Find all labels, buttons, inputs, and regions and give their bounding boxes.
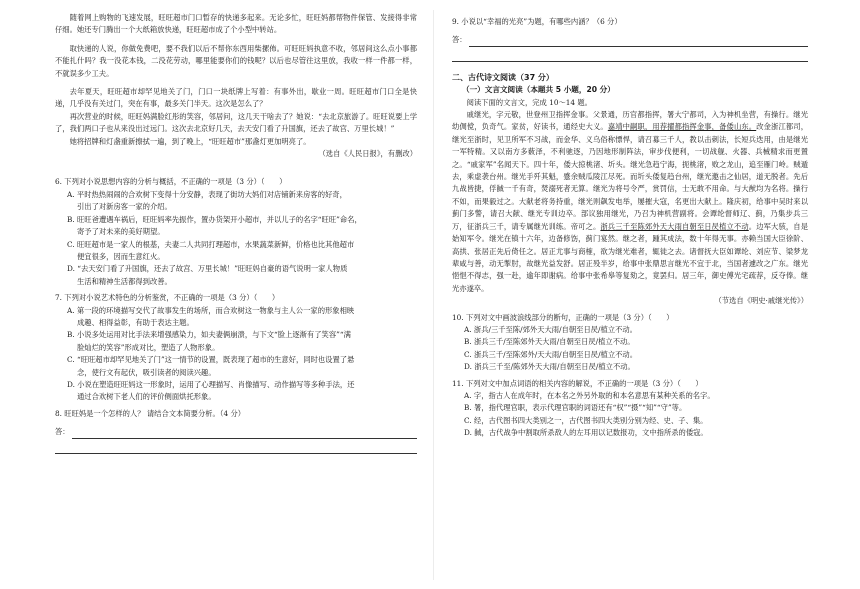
question-9	[452, 16, 808, 62]
question-7	[55, 292, 417, 404]
right-column	[452, 12, 808, 440]
question-6-stem: 6. 下列对小说思想内容的分析与概括，不正确的一项是（3 分）（ ）	[55, 177, 287, 187]
question-7-option-a[interactable]: A. 第一段的环境描写交代了故事发生的场所，而合欢树这一物象与主人公一家的形象相映 成趣、相得益彰，有助于表达主题。	[67, 305, 355, 327]
question-9-answer-line[interactable]	[452, 34, 808, 46]
story-paragraph-2: 取快递的人说，你做免费吧，要不我们以后不帮你东西用柴摞佈。可旺旺妈执意不收，邻居间这么点小事都不能扎什吗？我一没花本钱，二没花劳动，哪里能要你们的钱呢？以后也尽管往这里放，我收一样一件都一样，不就误多少工夫。	[55, 43, 417, 78]
classical-text: 戚继光，字元敬，世登州卫指挥金事。父景通，历官都指挥，署大宁都司，入为神机坐营，有操行。继光幼倜傥，负奇气。家贫，好读书，通经史大义。嘉靖中嗣职，用荐擢都指挥金事，备倭山东。改金浙江都司，继光至浙时，见卫所军不习战，而金华、义乌俗称慓悍，请召募三千人，教以击刺法，长短兵迭用，由是继光一军特精。又以南方多薮泽，不利驰逐，乃因地形制阵法，审步伐便利，一切战舰、火器、兵械精求而更置之。“戚家军”名闻天下。四十年，倭大掠桃渚、圻头。继光急趋宁海，扼桃渚，败之龙山，追至雁门岭。贼遁去，乘虚袭台州。继光手歼其魁，蹙余贼瓜陵江尽死。而圻头倭复趋台州，继光邀击之仙居，道无脱者。先后九战皆捷，俘馘一千有奇，焚溺死者无算。继光为将号令严，赏罚信，士无敢不用命。与大猷均为名将。操行不如，而果毅过之。大献老将务持重，继光则飙发电举，屡摧大寇，名更出大献上。隆庆初，给事中吴时来以蓟门多警，请召大献、继光专训边卒。部议独用继光，乃召为神机营副将。会谭纶督师辽、蓟，乃集步兵三万，征浙兵三千，请专属继光训练。帝可之。浙兵三千至陈郊外天大雨自朝至日昃植立不动。边军大骇，自是始知军令。继光在镇十六年，边备修饬，蓟门宴然。继之者，踵其成法，数十年得无事。亦赖当国大臣徐阶、高拱、张居正先后倚任之。居正尤事与商榷，欲为继光难者，辄徙之去。诸督抚大臣如谭纶、刘应节、梁梦龙辈咸与善，动无掣肘，故继光益发舒。居正殁半岁，给事中张鼎思言继光不宜于北，当国者遽改之广东。继光悒悒不得志，强一赴，逾年即谢病。给事中张希皋等复劾之，竟罢归。居三年，御史傅光宅疏荐，反夺俸。继光亦遂卒。	[452, 110, 809, 293]
text-source: （节选自《明史·戚继光传》）	[714, 296, 808, 306]
story-paragraph-4: 再次营业的时候，旺旺妈满脸红彤的笑容，邻居问，这几天干啥去了？她说：“去北京旅游了。旺旺说要上学了，我们两口子也从来没出过远门。这次去北京好几天，去天安门看了升国旗，还去了故宫、万里长城！”	[55, 111, 417, 134]
question-6-option-a[interactable]: A. 平时热热闹闹的合欢树下变得十分安静，表现了街坊大妈们对店铺新来房客的好奇， 引出了对新房客一家的介绍。	[67, 189, 347, 212]
column-divider	[433, 10, 434, 580]
question-6-option-c[interactable]: C. 旺旺超市是一家人的根基，夫妻二人共同打理超市，水果蔬菜新鲜，价格也比其他超市 便宜很多，因而生意红火。	[67, 239, 355, 261]
answer-label: 答：	[452, 35, 467, 45]
question-10-stem: 10. 下列对文中画波浪线部分的断句，正确的一项是（3 分）（ ）	[452, 312, 674, 322]
question-6	[55, 176, 417, 288]
reading-instruction: 阅读下面的文言文，完成 10～14 题。	[466, 97, 592, 107]
answer-underline[interactable]	[469, 36, 808, 47]
question-10	[452, 312, 808, 374]
story-source: （选自《人民日报》，有删改）	[318, 149, 417, 159]
question-6-option-b[interactable]: B. 旺旺爸遭遇车祸后，旺旺妈率先振作，置办货架开小超市，并以儿子的名字“旺旺”命名， 寄予了对未来的美好期望。	[67, 214, 362, 237]
wavy-line-sentence: 浙兵三千至陈郊外天大雨自朝至日昃植立不动	[600, 221, 749, 231]
question-11-stem: 11. 下列对文中加点词语的相关内容的解说，不正确的一项是（3 分）（ ）	[452, 378, 703, 388]
question-8-answer-line[interactable]	[55, 426, 417, 438]
story-paragraph-5: 她将招牌和灯盏重新擦拭一遍，到了晚上，“旺旺超市”那盏灯更加明亮了。	[69, 136, 311, 146]
question-10-option-b[interactable]: B. 浙兵三千/至陈郊外天大雨/自朝至日昃/植立不动。	[464, 337, 635, 347]
question-7-stem: 7. 下列对小说艺术特色的分析鉴赏，不正确的一项是（3 分）（ ）	[55, 293, 280, 303]
question-10-option-a[interactable]: A. 浙兵/三千至陈/郊外天大雨/自朝至日昃/植立不动。	[464, 324, 637, 334]
question-11-option-a[interactable]: A. 字，指古人在成年时，在本名之外另外取的和本名意思有某种关系的名字。	[464, 390, 715, 400]
question-11-option-d[interactable]: D. 馘，古代战争中割取所杀敌人的左耳用以记数报功，文中指所杀的倭寇。	[464, 428, 708, 438]
question-11-option-c[interactable]: C. 经，古代图书四大类别之一，古代图书四大类别分别为经、史、子、集。	[464, 415, 708, 425]
section-title: 二、古代诗文阅读（37 分）	[452, 72, 554, 82]
underlined-sentence-1: 嘉靖中嗣职，用荐擢都指挥金事，备倭山东。	[607, 122, 757, 132]
question-7-option-d[interactable]: D. 小说在塑造旺旺妈这一形象时，运用了心理描写、肖像描写、动作描写等多种手法，还 通过合欢树下老人们的评价侧面烘托形象。	[67, 379, 355, 402]
subsection-title: （一）文言文阅读（本题共 5 小题，20 分）	[462, 85, 615, 95]
question-7-option-b[interactable]: B. 小说多处运用对比手法来增强感染力，如夫妻俩崩溃，与下文“脸上逐渐有了笑容”“满 脸灿烂的笑容”形成对比，塑造了人物形象。	[67, 330, 351, 352]
question-8-answer-line-2[interactable]	[55, 439, 417, 454]
answer-label: 答：	[55, 427, 70, 437]
question-9-stem: 9. 小说以“幸福的光亮”为题，有哪些内涵？（6 分）	[452, 17, 622, 26]
answer-underline[interactable]	[72, 428, 417, 439]
story-paragraph-3: 去年夏天，旺旺超市却罕见地关了门，门口一块纸牌上写着：有事外出，歇业一周。旺旺超市门口全是快递，几乎没有关过门，突在有事，最多关门半天。这次是怎么了？	[55, 87, 417, 109]
question-8-stem: 8. 旺旺妈是一个怎样的人？ 请结合文本简要分析。（4 分）	[55, 408, 246, 418]
question-10-option-d[interactable]: D. 浙兵三千至/陈郊外天大雨/自朝至日昃/植立不动。	[464, 362, 635, 372]
question-8	[55, 408, 417, 454]
left-column	[55, 12, 417, 454]
question-10-option-c[interactable]: C. 浙兵三千/至陈郊外/天大雨/自朝至日昃/植立不动。	[464, 349, 638, 359]
question-6-option-d[interactable]: D. “去天安门看了升国旗，还去了故宫、万里长城！”旺旺妈自豪的语气说明一家人物质 生活和精神生活都得到改善。	[67, 264, 348, 286]
question-11	[452, 378, 808, 440]
question-9-answer-line-2[interactable]	[452, 47, 808, 62]
story-paragraph-1: 随着网上购物的飞速发展，旺旺超市门口暂存的快递多起来。无论多忙，旺旺妈都帮物件保管、发接得非常仔细。她还专门腾出一个大纸箱放快递，旺旺超市成了个小型中转站。	[55, 13, 417, 35]
question-7-option-c[interactable]: C. “旺旺超市却罕见地关了门”这一情节的设置，既表现了超市的生意好，同时也设置了悬 念，使行文有起伏，吸引读者的阅读兴趣。	[67, 355, 355, 377]
question-11-option-b[interactable]: B. 署，指代理官职，表示代理官职的词语还有“权”“摄”“知”“守”等。	[464, 403, 687, 413]
